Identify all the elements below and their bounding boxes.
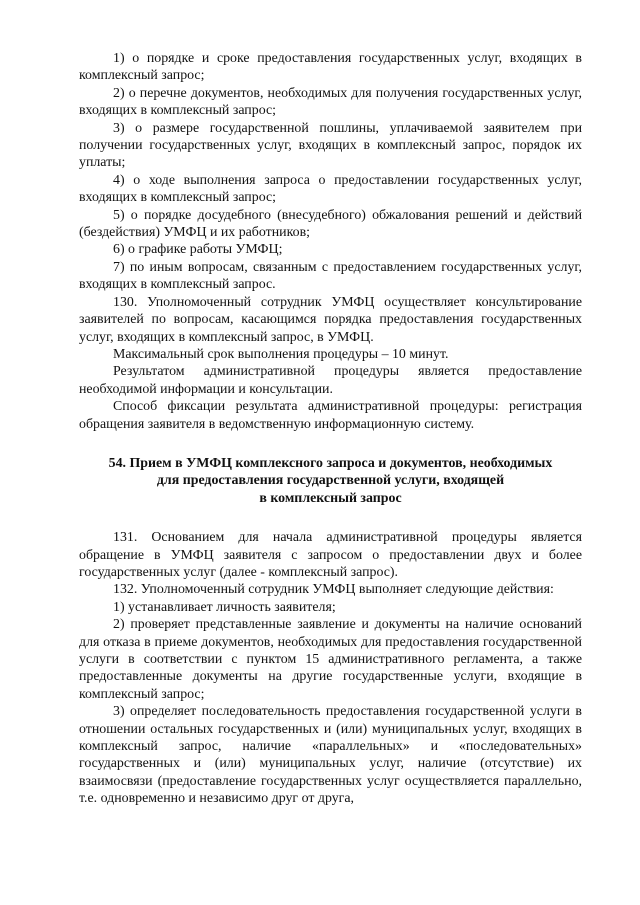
paragraph-item-6: 6) о графике работы УМФЦ; (113, 242, 283, 258)
paragraph-item-5: 5) о порядке досудебного (внесудебного) обжалования решений и действий (бездействия) УМФЦ и их работников; (79, 207, 582, 241)
paragraph-item-4: 4) о ходе выполнения запроса о предоставлении государственных услуг, входящих в комплексный запрос; (79, 172, 582, 206)
action-item-3: 3) определяет последовательность предоставления государственной услуги в отношении остальных государственных и (или) муниципальных услуг, входящих в комплексный запрос, наличие «параллельных» и «последовательных» государственных и (или) муниципальных услуг, наличие (отсутствие) их взаимосвязи (предоставление государственных услуг осуществляется параллельно, т.е. одновременно и независимо друг от друга, (79, 704, 582, 807)
paragraph-132: 132. Уполномоченный сотрудник УМФЦ выполняет следующие действия: (113, 582, 554, 598)
document-page (79, 50, 582, 808)
action-item-2: 2) проверяет представленные заявление и документы на наличие оснований для отказа в приеме документов, необходимых для предоставления государственной услуги в соответствии с пунктом 15 административного регламента, а также предоставленные документы на другие государственные услуги, входящие в комплексный запрос; (79, 617, 582, 702)
action-item-1: 1) устанавливает личность заявителя; (113, 599, 336, 615)
paragraph-item-2: 2) о перечне документов, необходимых для получения государственных услуг, входящих в комплексный запрос; (79, 85, 582, 119)
paragraph-item-7: 7) по иным вопросам, связанным с предоставлением государственных услуг, входящих в комплексный запрос. (79, 259, 582, 293)
section-heading-line-2: для предоставления государственной услуги, входящей (156, 473, 505, 489)
paragraph-131: 131. Основанием для начала административной процедуры является обращение в УМФЦ заявителя с запросом о предоставлении двух и более государственных услуг (далее - комплексный запрос). (79, 530, 582, 580)
section-heading-line-3: в комплексный запрос (259, 490, 402, 506)
paragraph-item-3: 3) о размере государственной пошлины, уплачиваемой заявителем при получении государственных услуг, входящих в комплексный запрос, порядок их уплаты; (79, 120, 582, 171)
paragraph-130: 130. Уполномоченный сотрудник УМФЦ осуществляет консультирование заявителей по вопросам, касающимся порядка предоставления государственных услуг, входящих в комплексный запрос, в УМФЦ. (79, 294, 582, 345)
section-heading-line-1: 54. Прием в УМФЦ комплексного запроса и документов, необходимых (108, 455, 553, 471)
spacer (79, 433, 582, 455)
section-heading (79, 455, 582, 507)
paragraph-result: Результатом административной процедуры является предоставление необходимой информации и консультации. (79, 364, 582, 397)
spacer (79, 507, 582, 529)
paragraph-max-duration: Максимальный срок выполнения процедуры – 10 минут. (113, 346, 449, 362)
paragraph-item-1: 1) о порядке и сроке предоставления государственных услуг, входящих в комплексный запрос; (79, 51, 582, 84)
paragraph-fixation: Способ фиксации результата административной процедуры: регистрация обращения заявителя в ведомственную информационную систему. (79, 399, 582, 432)
